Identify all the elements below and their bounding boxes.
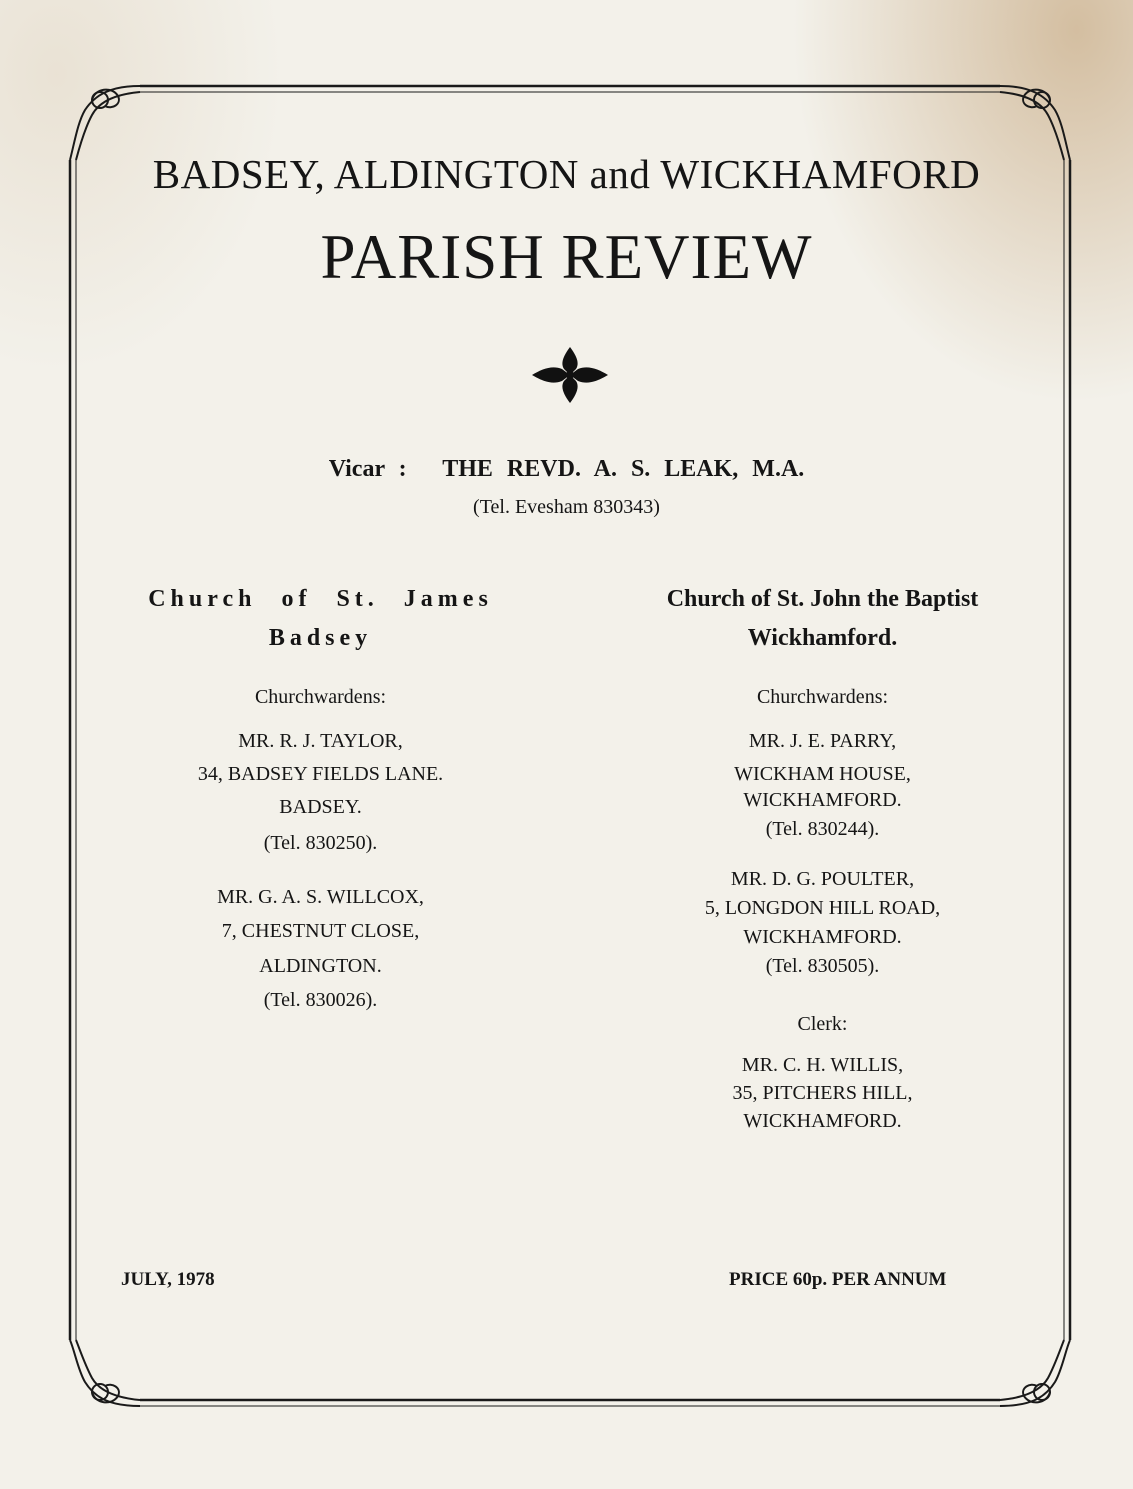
- left-warden1-address1: 34, BADSEY FIELDS LANE.: [197, 763, 444, 785]
- right-warden1-address2: WICKHAMFORD.: [743, 789, 902, 811]
- right-warden2-address2: WICKHAMFORD.: [743, 926, 902, 948]
- left-church-name: Church of St. James: [148, 586, 493, 612]
- right-warden2-tel: (Tel. 830505).: [765, 955, 880, 977]
- right-churchwardens-label: Churchwardens:: [756, 686, 889, 708]
- left-warden2-address1: 7, CHESTNUT CLOSE,: [221, 920, 420, 942]
- vicar-name: THE REVD. A. S. LEAK, M.A.: [442, 456, 805, 482]
- left-churchwardens-label: Churchwardens:: [254, 686, 387, 708]
- left-warden2-address2: ALDINGTON.: [259, 955, 382, 977]
- parish-names-heading: BADSEY, ALDINGTON and WICKHAMFORD: [152, 151, 981, 197]
- right-warden2-address1: 5, LONGDON HILL ROAD,: [704, 897, 941, 919]
- vicar-line: [0, 456, 1133, 483]
- right-warden2-name: MR. D. G. POULTER,: [730, 868, 915, 890]
- subscription-price: PRICE 60p. PER ANNUM: [729, 1269, 947, 1290]
- vicar-label: Vicar :: [328, 456, 407, 482]
- right-clerk-address2: WICKHAMFORD.: [743, 1110, 902, 1132]
- right-church-location: Wickhamford.: [747, 625, 898, 651]
- right-warden1-address1: WICKHAM HOUSE,: [734, 763, 911, 785]
- left-warden1-address2: BADSEY.: [279, 796, 362, 818]
- vicar-telephone: (Tel. Evesham 830343): [473, 496, 660, 518]
- left-warden2-tel: (Tel. 830026).: [263, 989, 378, 1011]
- cross-pattee-icon: [530, 345, 610, 405]
- right-warden1-name: MR. J. E. PARRY,: [748, 730, 897, 752]
- right-warden1-tel: (Tel. 830244).: [765, 818, 880, 840]
- page-title: PARISH REVIEW: [320, 222, 813, 292]
- left-warden1-tel: (Tel. 830250).: [263, 832, 378, 854]
- left-church-location: Badsey: [268, 625, 373, 651]
- left-warden2-name: MR. G. A. S. WILLCOX,: [217, 886, 424, 908]
- right-clerk-label: Clerk:: [797, 1013, 848, 1035]
- right-clerk-address1: 35, PITCHERS HILL,: [732, 1082, 913, 1104]
- issue-date: JULY, 1978: [121, 1269, 215, 1290]
- right-church-name: Church of St. John the Baptist: [666, 586, 979, 612]
- right-clerk-name: MR. C. H. WILLIS,: [741, 1054, 904, 1076]
- left-warden1-name: MR. R. J. TAYLOR,: [238, 730, 403, 752]
